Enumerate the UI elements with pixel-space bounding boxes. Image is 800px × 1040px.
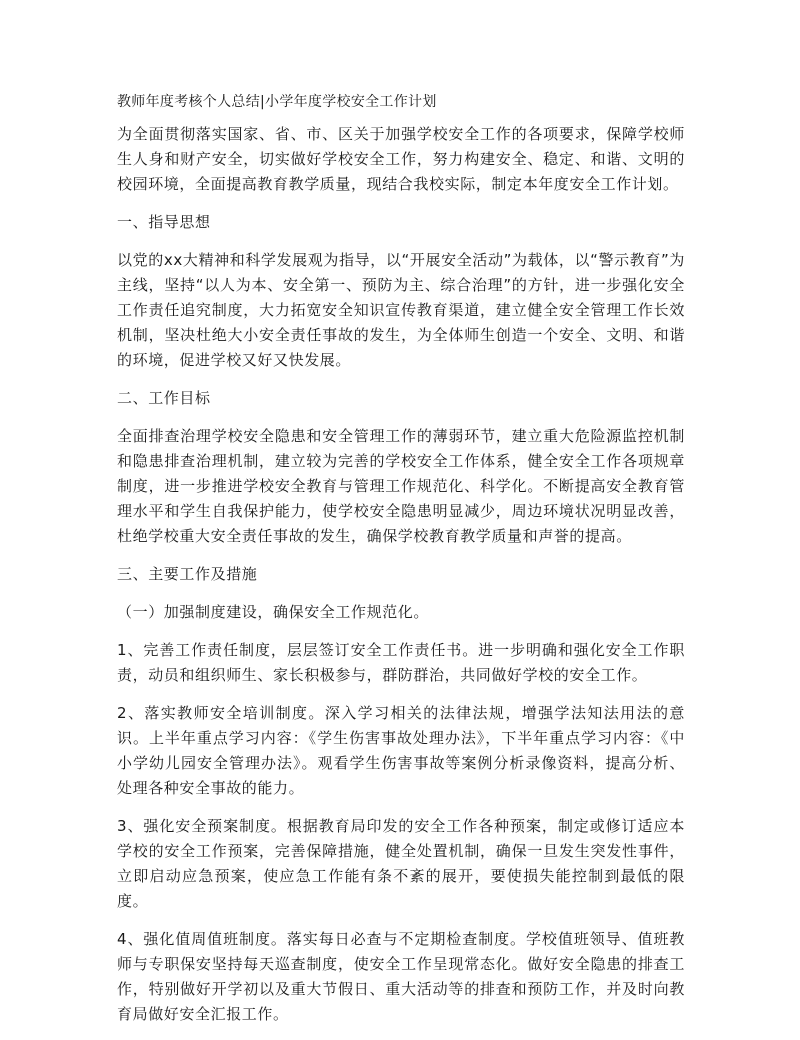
section-heading-guiding-ideology: 一、指导思想 (117, 213, 211, 231)
section-heading-main-measures: 三、主要工作及措施 (117, 565, 258, 583)
intro-paragraph: 为全面贯彻落实国家、省、市、区关于加强学校安全工作的各项要求，保障学校师生人身和财产安全，切实做好学校安全工作，努力构建安全、稳定、和谐、文明的校园环境，全面提高教育教学质量，现结合我校实际，制定本年度安全工作计划。 (117, 125, 685, 193)
list-item: 4、强化值周值班制度。落实每日必查与不定期检查制度。学校值班领导、值班教师与专职保安坚持每天巡查制度，使安全工作呈现常态化。做好安全隐患的排查工作，特别做好开学初以及重大节假日、重大活动等的排查和预防工作，并及时向教育局做好安全汇报工作。 (117, 930, 685, 1023)
section-body-guiding-ideology: 以党的xx大精神和科学发展观为指导，以“开展安全活动”为载体，以“警示教育”为主线，坚持“以人为本、安全第一、预防为主、综合治理”的方针，进一步强化安全工作责任追究制度，大力拓宽安全知识宣传教育渠道，建立健全安全管理工作长效机制，坚决杜绝大小安全责任事故的发生，为全体师生创造一个安全、文明、和谐的环境，促进学校又好又快发展。 (117, 251, 685, 369)
document-page (117, 92, 685, 1040)
section-heading-work-goals: 二、工作目标 (117, 389, 211, 407)
list-item: 1、完善工作责任制度，层层签订安全工作责任书。进一步明确和强化安全工作职责，动员和组织师生、家长积极参与，群防群治，共同做好学校的安全工作。 (117, 641, 685, 684)
list-item: 2、落实教师安全培训制度。深入学习相关的法律法规，增强学法知法用法的意识。上半年重点学习内容：《学生伤害事故处理办法》，下半年重点学习内容：《中小学幼儿园安全管理办法》。观看学生伤害事故等案例分析录像资料，提高分析、处理各种安全事故的能力。 (117, 704, 685, 797)
section-body-work-goals: 全面排查治理学校安全隐患和安全管理工作的薄弱环节，建立重大危险源监控机制和隐患排查治理机制，建立较为完善的学校安全工作体系，健全安全工作各项规章制度，进一步推进学校安全教育与管理工作规范化、科学化。不断提高安全教育管理水平和学生自我保护能力，使学校安全隐患明显减少，周边环境状况明显改善，杜绝学校重大安全责任事故的发生，确保学校教育教学质量和声誉的提高。 (117, 427, 685, 545)
subsection-heading-system-building: （一）加强制度建设，确保安全工作规范化。 (117, 603, 430, 621)
document-title: 教师年度考核个人总结|小学年度学校安全工作计划 (117, 94, 437, 110)
list-item: 3、强化安全预案制度。根据教育局印发的安全工作各种预案，制定或修订适应本学校的安全工作预案，完善保障措施，健全处置机制，确保一旦发生突发性事件，立即启动应急预案，使应急工作能有条不紊的展开，要使损失能控制到最低的限度。 (117, 817, 685, 910)
